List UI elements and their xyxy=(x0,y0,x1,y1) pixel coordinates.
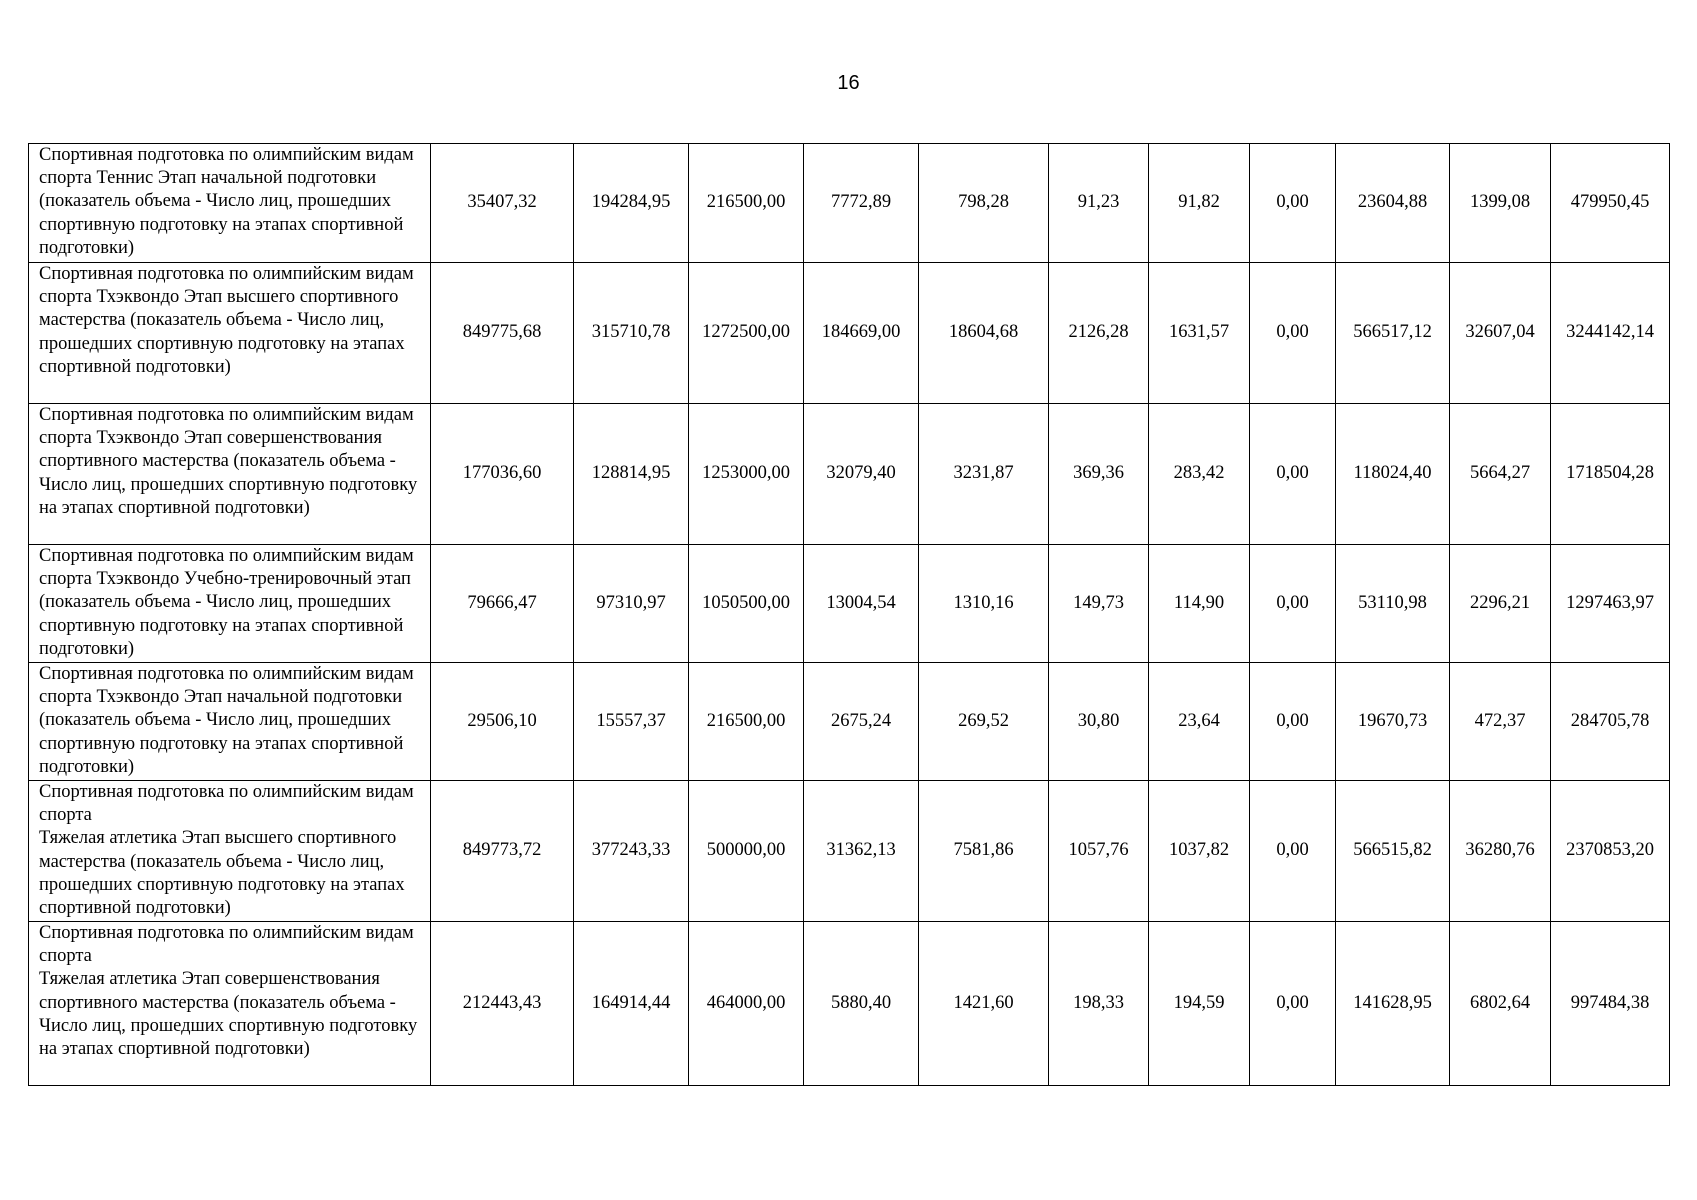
value-cell: 566517,12 xyxy=(1336,263,1450,404)
value-cell: 283,42 xyxy=(1149,404,1250,545)
value-cell: 216500,00 xyxy=(689,144,804,263)
value-cell: 29506,10 xyxy=(431,663,574,781)
row-description-text: Спортивная подготовка по олимпийским видам спорта Тхэквондо Этап начальной подготовки (показатель объема - Число лиц, прошедших спортивную подготовку на этапах спортивной подготовки) xyxy=(39,664,414,777)
table-row xyxy=(29,144,1670,263)
data-table xyxy=(28,143,1670,1086)
value-cell: 198,33 xyxy=(1049,922,1149,1086)
value-cell: 5664,27 xyxy=(1450,404,1551,545)
row-description-text: Спортивная подготовка по олимпийским видам спорта Тхэквондо Учебно-тренировочный этап (показатель объема - Число лиц, прошедших спортивную подготовку на этапах спортивной подготовки) xyxy=(39,546,414,659)
value-cell: 1297463,97 xyxy=(1551,545,1670,663)
value-cell: 0,00 xyxy=(1250,922,1336,1086)
value-cell: 212443,43 xyxy=(431,922,574,1086)
value-cell: 2675,24 xyxy=(804,663,919,781)
value-cell: 32607,04 xyxy=(1450,263,1551,404)
value-cell: 32079,40 xyxy=(804,404,919,545)
row-description-text: Спортивная подготовка по олимпийским видам спорта xyxy=(39,782,414,826)
value-cell: 1037,82 xyxy=(1149,781,1250,922)
value-cell: 79666,47 xyxy=(431,545,574,663)
value-cell: 1421,60 xyxy=(919,922,1049,1086)
value-cell: 114,90 xyxy=(1149,545,1250,663)
value-cell: 284705,78 xyxy=(1551,663,1670,781)
row-description-text: Спортивная подготовка по олимпийским видам спорта xyxy=(39,923,414,967)
value-cell: 849773,72 xyxy=(431,781,574,922)
value-cell: 149,73 xyxy=(1049,545,1149,663)
value-cell: 997484,38 xyxy=(1551,922,1670,1086)
value-cell: 31362,13 xyxy=(804,781,919,922)
value-cell: 91,23 xyxy=(1049,144,1149,263)
value-cell: 1272500,00 xyxy=(689,263,804,404)
value-cell: 35407,32 xyxy=(431,144,574,263)
table-row xyxy=(29,781,1670,922)
row-description-cell xyxy=(29,144,431,263)
value-cell: 23,64 xyxy=(1149,663,1250,781)
page-number: 16 xyxy=(837,72,860,94)
value-cell: 472,37 xyxy=(1450,663,1551,781)
value-cell: 91,82 xyxy=(1149,144,1250,263)
value-cell: 377243,33 xyxy=(574,781,689,922)
row-description-text: Спортивная подготовка по олимпийским видам спорта Теннис Этап начальной подготовки (показатель объема - Число лиц, прошедших спортивную подготовку на этапах спортивной подготовки) xyxy=(39,145,414,258)
value-cell: 0,00 xyxy=(1250,545,1336,663)
value-cell: 1310,16 xyxy=(919,545,1049,663)
row-description-cell xyxy=(29,663,431,781)
value-cell: 3231,87 xyxy=(919,404,1049,545)
row-description-cell xyxy=(29,781,431,922)
value-cell: 269,52 xyxy=(919,663,1049,781)
value-cell: 18604,68 xyxy=(919,263,1049,404)
value-cell: 128814,95 xyxy=(574,404,689,545)
row-description-cell xyxy=(29,922,431,1086)
value-cell: 315710,78 xyxy=(574,263,689,404)
value-cell: 500000,00 xyxy=(689,781,804,922)
table-row xyxy=(29,545,1670,663)
row-description-text: Тяжелая атлетика Этап совершенствования спортивного мастерства (показатель объема - Число лиц, прошедших спортивную подготовку на этапах спортивной подготовки) xyxy=(39,969,418,1060)
value-cell: 1631,57 xyxy=(1149,263,1250,404)
value-cell: 53110,98 xyxy=(1336,545,1450,663)
value-cell: 164914,44 xyxy=(574,922,689,1086)
value-cell: 2296,21 xyxy=(1450,545,1551,663)
table-row xyxy=(29,404,1670,545)
value-cell: 177036,60 xyxy=(431,404,574,545)
value-cell: 19670,73 xyxy=(1336,663,1450,781)
value-cell: 216500,00 xyxy=(689,663,804,781)
value-cell: 23604,88 xyxy=(1336,144,1450,263)
value-cell: 118024,40 xyxy=(1336,404,1450,545)
value-cell: 1399,08 xyxy=(1450,144,1551,263)
value-cell: 194284,95 xyxy=(574,144,689,263)
value-cell: 7772,89 xyxy=(804,144,919,263)
value-cell: 1050500,00 xyxy=(689,545,804,663)
value-cell: 1718504,28 xyxy=(1551,404,1670,545)
table-row xyxy=(29,663,1670,781)
table-row xyxy=(29,922,1670,1086)
table-row xyxy=(29,263,1670,404)
row-description-text: Спортивная подготовка по олимпийским видам спорта Тхэквондо Этап совершенствования спортивного мастерства (показатель объема - Число лиц, прошедших спортивную подготовку на этапах спортивной подготовки) xyxy=(39,405,418,518)
value-cell: 479950,45 xyxy=(1551,144,1670,263)
value-cell: 1253000,00 xyxy=(689,404,804,545)
value-cell: 1057,76 xyxy=(1049,781,1149,922)
value-cell: 5880,40 xyxy=(804,922,919,1086)
value-cell: 13004,54 xyxy=(804,545,919,663)
value-cell: 2126,28 xyxy=(1049,263,1149,404)
value-cell: 0,00 xyxy=(1250,781,1336,922)
value-cell: 184669,00 xyxy=(804,263,919,404)
value-cell: 0,00 xyxy=(1250,144,1336,263)
row-description-cell xyxy=(29,545,431,663)
value-cell: 0,00 xyxy=(1250,663,1336,781)
value-cell: 30,80 xyxy=(1049,663,1149,781)
value-cell: 6802,64 xyxy=(1450,922,1551,1086)
value-cell: 36280,76 xyxy=(1450,781,1551,922)
value-cell: 15557,37 xyxy=(574,663,689,781)
value-cell: 464000,00 xyxy=(689,922,804,1086)
value-cell: 566515,82 xyxy=(1336,781,1450,922)
row-description-text: Спортивная подготовка по олимпийским видам спорта Тхэквондо Этап высшего спортивного мастерства (показатель объема - Число лиц, прошедших спортивную подготовку на этапах спортивной подготовки) xyxy=(39,264,414,377)
row-description-cell xyxy=(29,404,431,545)
value-cell: 369,36 xyxy=(1049,404,1149,545)
value-cell: 3244142,14 xyxy=(1551,263,1670,404)
value-cell: 849775,68 xyxy=(431,263,574,404)
value-cell: 97310,97 xyxy=(574,545,689,663)
value-cell: 0,00 xyxy=(1250,404,1336,545)
value-cell: 798,28 xyxy=(919,144,1049,263)
row-description-text: Тяжелая атлетика Этап высшего спортивного мастерства (показатель объема - Число лиц, прошедших спортивную подготовку на этапах спортивной подготовки) xyxy=(39,828,405,919)
value-cell: 2370853,20 xyxy=(1551,781,1670,922)
value-cell: 141628,95 xyxy=(1336,922,1450,1086)
value-cell: 194,59 xyxy=(1149,922,1250,1086)
row-description-cell xyxy=(29,263,431,404)
value-cell: 7581,86 xyxy=(919,781,1049,922)
value-cell: 0,00 xyxy=(1250,263,1336,404)
